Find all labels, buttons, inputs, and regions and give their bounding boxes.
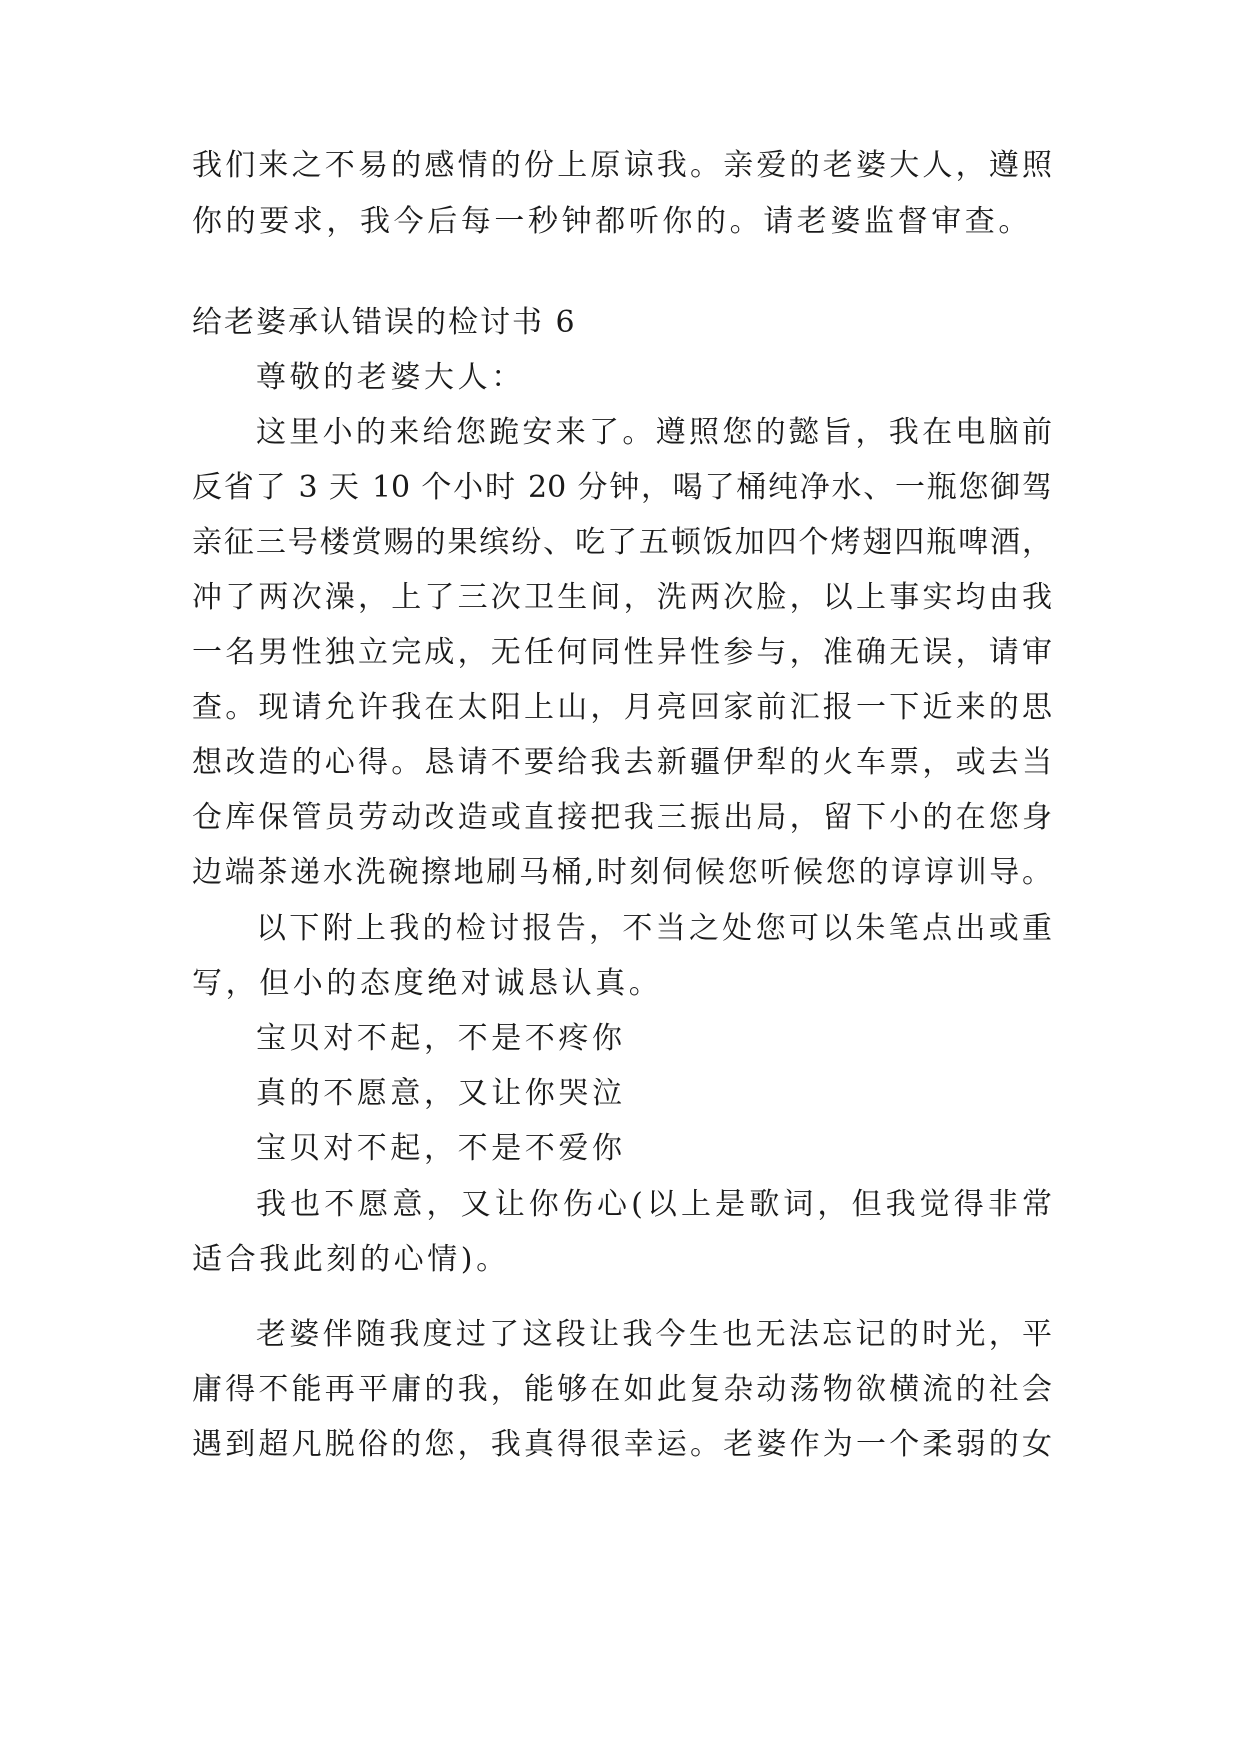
text-line: 我们来之不易的感情的份上原谅我。亲爱的老婆大人，遵照: [192, 148, 1052, 183]
text-line: 你的要求，我今后每一秒钟都听你的。请老婆监督审查。: [192, 204, 1032, 239]
text-line: 冲了两次澡，上了三次卫生间，洗两次脸，以上事实均由我: [192, 580, 1052, 615]
text-line: 这里小的来给您跪安来了。遵照您的懿旨，我在电脑前: [256, 415, 1052, 450]
lyric-line: 真的不愿意，又让你哭泣: [256, 1076, 626, 1111]
text-line: 反省了 3 天 10 个小时 20 分钟，喝了桶纯净水、一瓶您御驾: [192, 470, 1052, 505]
text-line: 亲征三号楼赏赐的果缤纷、吃了五顿饭加四个烤翅四瓶啤酒，: [192, 525, 1052, 560]
text-line: 老婆伴随我度过了这段让我今生也无法忘记的时光，平: [256, 1317, 1052, 1352]
text-line: 适合我此刻的心情)。: [192, 1242, 510, 1277]
text-line: 写，但小的态度绝对诚恳认真。: [192, 966, 663, 1001]
text-line: 仓库保管员劳动改造或直接把我三振出局，留下小的在您身: [192, 800, 1052, 835]
text-line: 遇到超凡脱俗的您，我真得很幸运。老婆作为一个柔弱的女: [192, 1427, 1052, 1462]
lyric-line: 我也不愿意，又让你伤心(以上是歌词，但我觉得非常: [256, 1187, 1052, 1222]
text-line: 一名男性独立完成，无任何同性异性参与，准确无误，请审: [192, 635, 1052, 670]
lyric-line: 宝贝对不起，不是不爱你: [256, 1131, 626, 1166]
lyric-line: 宝贝对不起，不是不疼你: [256, 1021, 626, 1056]
section-heading: 给老婆承认错误的检讨书 6: [192, 305, 577, 340]
salutation: 尊敬的老婆大人：: [256, 360, 525, 395]
text-line: 庸得不能再平庸的我，能够在如此复杂动荡物欲横流的社会: [192, 1372, 1052, 1407]
text-line: 查。现请允许我在太阳上山，月亮回家前汇报一下近来的思: [192, 690, 1052, 725]
text-line: 以下附上我的检讨报告，不当之处您可以朱笔点出或重: [256, 911, 1052, 946]
text-line: 边端茶递水洗碗擦地刷马桶,时刻伺候您听候您的谆谆训导。: [192, 855, 1052, 890]
text-line: 想改造的心得。恳请不要给我去新疆伊犁的火车票，或去当: [192, 745, 1052, 780]
